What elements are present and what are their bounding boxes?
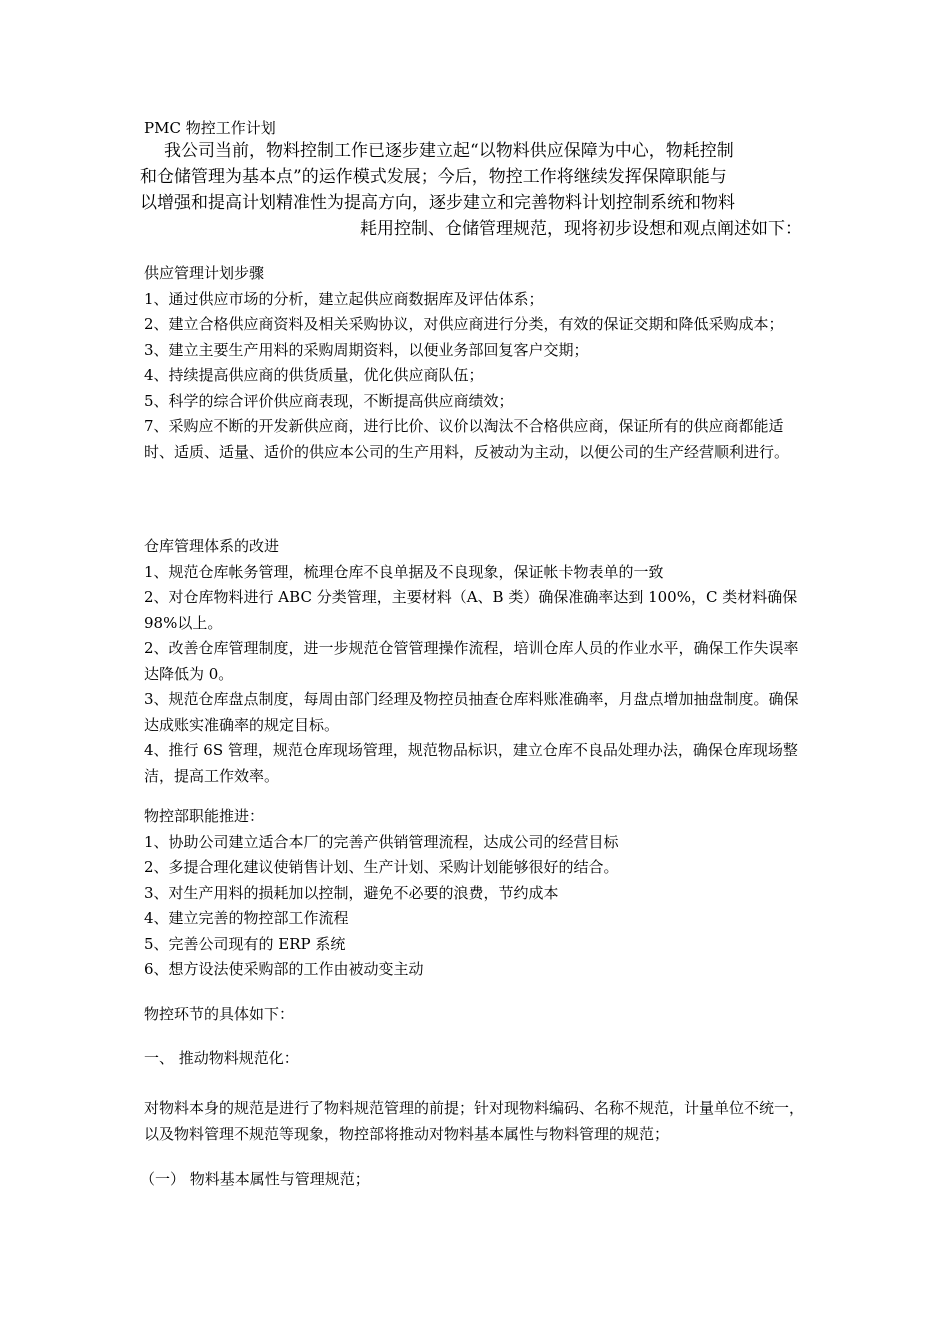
section-one-heading: 一、 推动物料规范化：: [144, 1049, 299, 1067]
list-item: 3、规范仓库盘点制度，每周由部门经理及物控员抽查仓库料账准确率，月盘点增加抽盘制度。确保达成账实准确率的规定目标。: [144, 690, 799, 734]
list-item: 1、规范仓库帐务管理，梳理仓库不良单据及不良现象，保证帐卡物表单的一致: [144, 562, 664, 581]
section-heading: 供应管理计划步骤: [144, 264, 265, 282]
list-item: 4、持续提高供应商的供货质量，优化供应商队伍；: [144, 366, 484, 384]
intro-line: 我公司当前，物料控制工作已逐步建立起“以物料供应保障为中心，物耗控制: [164, 141, 734, 161]
list-item: 3、建立主要生产用料的采购周期资料，以便业务部回复客户交期；: [144, 340, 589, 359]
section-one-paragraph: [144, 1096, 812, 1147]
section-heading: 物控环节的具体如下：: [144, 1005, 295, 1023]
intro-line: 耗用控制、仓储管理规范，现将初步设想和观点阐述如下：: [360, 219, 802, 239]
list-item: 3、对生产用料的损耗加以控制，避免不必要的浪费，节约成本: [144, 883, 559, 902]
section-heading: 仓库管理体系的改进: [144, 537, 280, 555]
subsection-one-block: [140, 1167, 808, 1193]
list-item: 5、完善公司现有的 ERP 系统: [144, 934, 346, 953]
intro-line: 以增强和提高计划精准性为提高方向，逐步建立和完善物料计划控制系统和物料: [140, 193, 735, 213]
list-item: 5、科学的综合评价供应商表现，不断提高供应商绩效；: [144, 391, 514, 410]
document-title: PMC 物控工作计划: [144, 119, 276, 137]
dept-section: [144, 804, 812, 983]
section-heading: 物控部职能推进：: [144, 807, 265, 825]
subsection-heading: （一） 物料基本属性与管理规范；: [140, 1170, 370, 1188]
intro-line: 和仓储管理为基本点”的运作模式发展；今后，物控工作将继续发挥保障职能与: [140, 167, 727, 187]
supply-section: [144, 261, 812, 465]
list-item: 2、建立合格供应商资料及相关采购协议，对供应商进行分类，有效的保证交期和降低采购成本；: [144, 315, 784, 333]
list-item: 4、推行 6S 管理，规范仓库现场管理，规范物品标识，建立仓库不良品处理办法，确保仓库现场整洁，提高工作效率。: [144, 741, 798, 785]
list-item: 4、建立完善的物控部工作流程: [144, 909, 349, 927]
list-item: 1、协助公司建立适合本厂的完善产供销管理流程，达成公司的经营目标: [144, 832, 619, 851]
list-item: 7、采购应不断的开发新供应商，进行比价、议价以淘汰不合格供应商，保证所有的供应商都能适时、适质、适量、适价的供应本公司的生产用料，反被动为主动，以便公司的生产经营顺利进行。: [144, 417, 790, 461]
section-one-block: [144, 1046, 812, 1072]
list-item: 1、通过供应市场的分析，建立起供应商数据库及评估体系；: [144, 289, 544, 308]
list-item: 2、对仓库物料进行 ABC 分类管理，主要材料（A、B 类）确保准确率达到 100%，C 类材料确保 98%以上。: [144, 588, 798, 632]
list-item: 2、多提合理化建议使销售计划、生产计划、采购计划能够很好的结合。: [144, 858, 619, 876]
list-item: 6、想方设法使采购部的工作由被动变主动: [144, 960, 424, 978]
details-heading-block: [144, 1002, 812, 1028]
list-item: 2、改善仓库管理制度，进一步规范仓管管理操作流程，培训仓库人员的作业水平，确保工作失误率达降低为 0。: [144, 639, 799, 683]
body-paragraph: 对物料本身的规范是进行了物料规范管理的前提；针对现物料编码、名称不规范，计量单位不统一，以及物料管理不规范等现象，物控部将推动对物料基本属性与物料管理的规范；: [144, 1099, 805, 1143]
warehouse-section: [144, 534, 812, 789]
intro-paragraph: [140, 138, 812, 242]
